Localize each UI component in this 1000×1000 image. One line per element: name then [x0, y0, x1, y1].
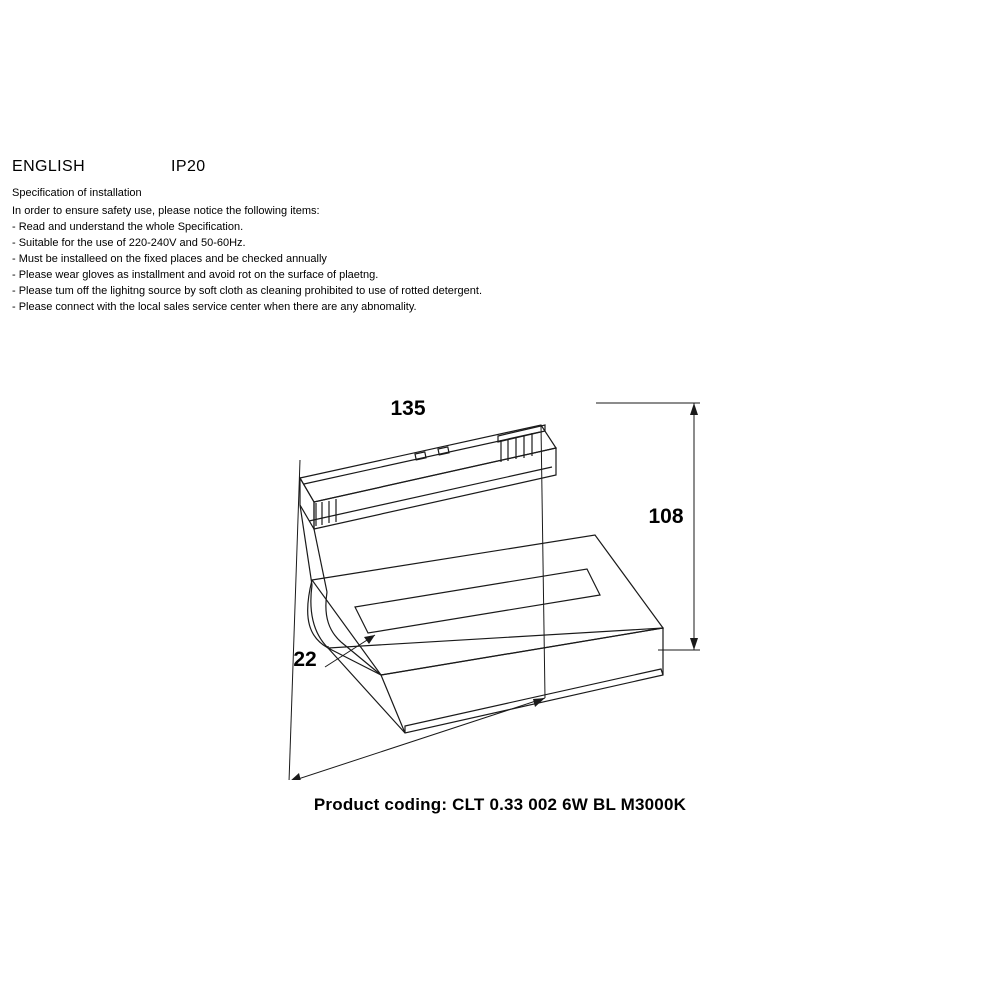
list-item: - Please connect with the local sales service center when there are any abnomality. [12, 300, 417, 313]
dimension-width-label: 135 [390, 397, 426, 420]
specification-title: Specification of installation [12, 187, 142, 199]
ip-rating-label: IP20 [171, 158, 206, 175]
footer [0, 795, 1000, 815]
specification-header [12, 158, 652, 316]
list-item: - Please tum off the lighitng source by soft cloth as cleaning prohibited to use of rotted detergent. [12, 284, 483, 297]
product-lower-head [308, 535, 663, 733]
product-upper-housing [300, 425, 556, 529]
technical-drawing [0, 330, 1000, 780]
product-drawing-svg [0, 330, 1000, 780]
dimension-depth-label: 22 [293, 648, 317, 671]
dimension-height-label: 108 [648, 505, 684, 528]
language-label: ENGLISH [12, 158, 86, 175]
specification-list [12, 220, 652, 316]
list-item: - Please wear gloves as installment and avoid rot on the surface of plaetng. [12, 268, 379, 281]
list-item: - Must be installeed on the fixed places and be checked annually [12, 252, 327, 265]
product-coding-label: Product coding: CLT 0.33 002 6W BL M3000K [313, 795, 687, 814]
header-row [12, 158, 652, 176]
dimension-depth [325, 635, 375, 667]
list-item: - Read and understand the whole Specification. [12, 221, 244, 234]
specification-intro: In order to ensure safety use, please notice the following items: [12, 204, 320, 217]
dimension-height [545, 403, 700, 698]
list-item: - Suitable for the use of 220-240V and 50-60Hz. [12, 236, 246, 249]
